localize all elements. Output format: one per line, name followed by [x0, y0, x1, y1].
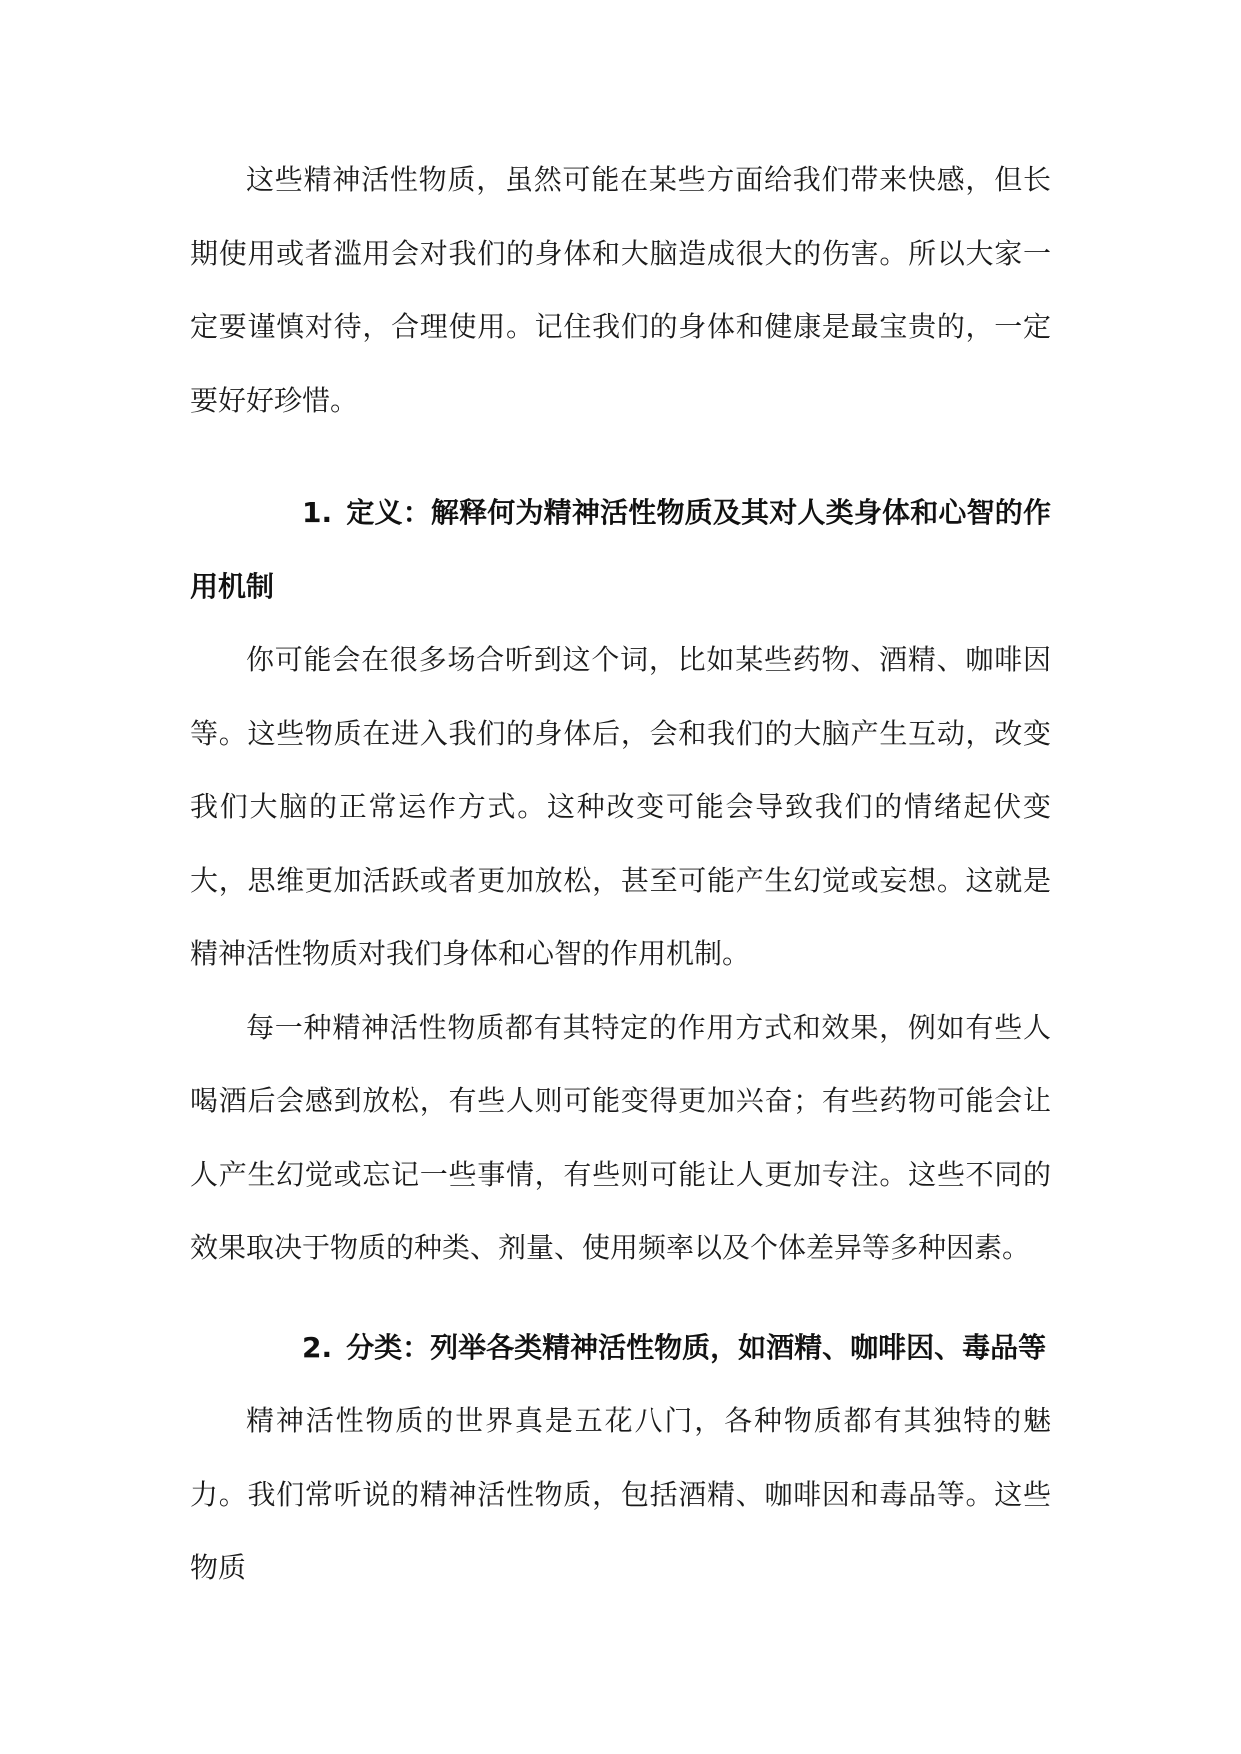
spacer — [190, 437, 1051, 476]
section-number-2: 2. — [302, 1330, 333, 1364]
paragraph-intro: 这些精神活性物质，虽然可能在某些方面给我们带来快感，但长期使用或者滥用会对我们的身体和大脑造成很大的伤害。所以大家一定要谨慎对待，合理使用。记住我们的身体和健康是最宝贵的，一定要好好珍惜。 — [190, 163, 1051, 417]
spacer — [190, 1285, 1051, 1311]
section1-paragraph-1: 你可能会在很多场合听到这个词，比如某些药物、酒精、咖啡因等。这些物质在进入我们的身体后，会和我们的大脑产生互动，改变我们大脑的正常运作方式。这种改变可能会导致我们的情绪起伏变大，思维更加活跃或者更加放松，甚至可能产生幻觉或妄想。这就是精神活性物质对我们身体和心智的作用机制。 — [190, 643, 1051, 970]
section-title-1: 定义：解释何为精神活性物质及其对人类身体和心智的作用机制 — [190, 496, 1051, 603]
document-body — [190, 143, 1051, 1605]
section-title-2: 分类：列举各类精神活性物质，如酒精、咖啡因、毒品等 — [346, 1330, 1047, 1364]
section2-paragraph-1: 精神活性物质的世界真是五花八门，各种物质都有其独特的魅力。我们常听说的精神活性物质，包括酒精、咖啡因和毒品等。这些物质 — [190, 1404, 1051, 1584]
section-number-1: 1. — [302, 496, 333, 529]
section-heading-1 — [190, 476, 1051, 623]
section-heading-2 — [190, 1311, 1051, 1385]
section1-paragraph-2: 每一种精神活性物质都有其特定的作用方式和效果，例如有些人喝酒后会感到放松，有些人则可能变得更加兴奋；有些药物可能会让人产生幻觉或忘记一些事情，有些则可能让人更加专注。这些不同的效果取决于物质的种类、剂量、使用频率以及个体差异等多种因素。 — [190, 1010, 1051, 1264]
